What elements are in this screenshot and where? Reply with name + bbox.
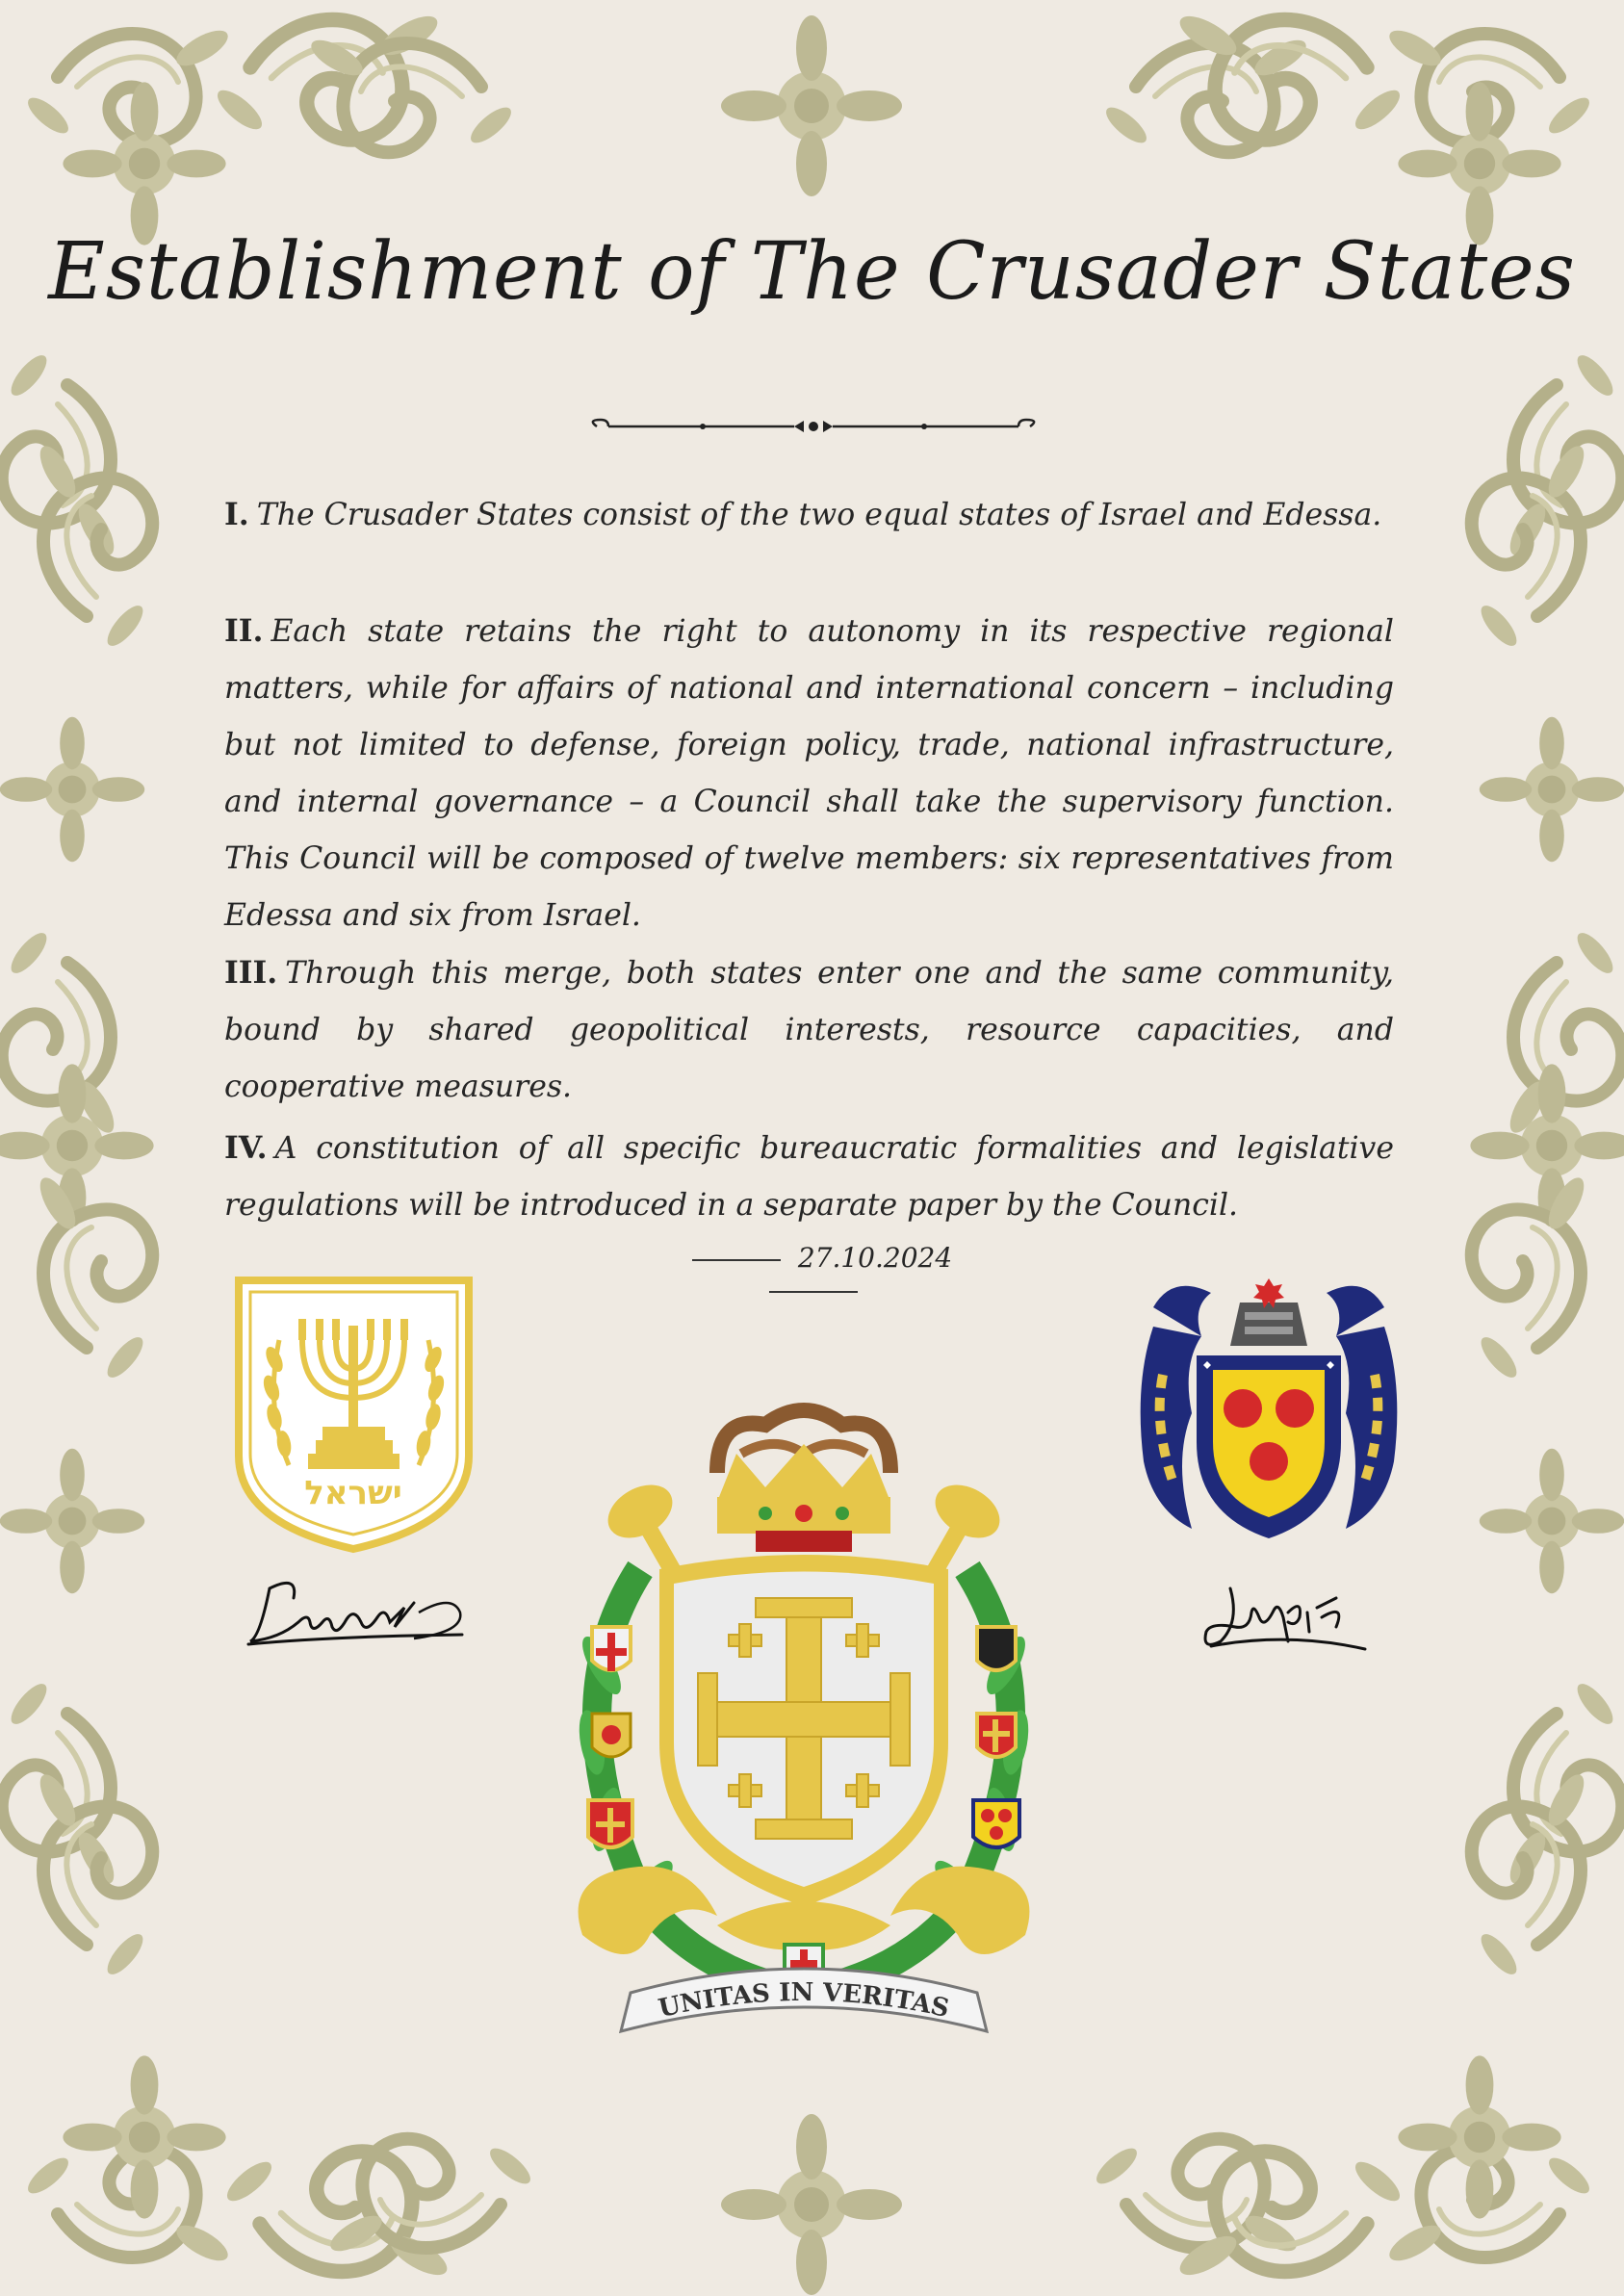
date-line <box>616 1242 1011 1305</box>
article-text: A constitution of all specific bureaucratic formalities and legislative regulations will be introduced in a separate paper by the Council. <box>224 1131 1394 1223</box>
article-2 <box>224 603 1394 944</box>
date-rule-right <box>769 1291 858 1293</box>
article-4 <box>224 1120 1394 1234</box>
article-text: Through this merge, both states enter one and the same community, bound by shared geopolitical interests, resource capacities, and cooperative measures. <box>224 956 1394 1104</box>
document-title: Establishment of The Crusader States <box>48 226 1576 318</box>
article-1 <box>224 486 1394 544</box>
article-number: IV. <box>224 1130 268 1166</box>
edessa-signature <box>1192 1574 1370 1661</box>
israel-emblem <box>231 1273 477 1557</box>
article-number: I. <box>224 497 249 532</box>
crusader-states-coat-of-arms <box>525 1396 1083 2046</box>
title-divider <box>587 412 1040 441</box>
document-date: 27.10.2024 <box>797 1242 953 1274</box>
israel-signature <box>241 1569 467 1656</box>
motto-text: UNITAS IN VERITAS <box>656 1977 952 2025</box>
article-number: II. <box>224 613 264 649</box>
article-text: Each state retains the right to autonomy in its respective regional matters, while for affairs of national and international concern – including but not limited to defense, foreign policy, trade, national infrastructure, and internal governance – a Council shall take the supervisory function. This Council will be composed of twelve members: six representatives from Edessa and six from Israel. <box>224 614 1394 933</box>
israel-inscription: ישראל <box>304 1474 402 1512</box>
article-3 <box>224 944 1394 1116</box>
edessa-coat-of-arms <box>1124 1269 1413 1553</box>
article-number: III. <box>224 955 278 991</box>
article-text: The Crusader States consist of the two equal states of Israel and Edessa. <box>256 498 1382 532</box>
date-rule-left <box>692 1259 781 1261</box>
